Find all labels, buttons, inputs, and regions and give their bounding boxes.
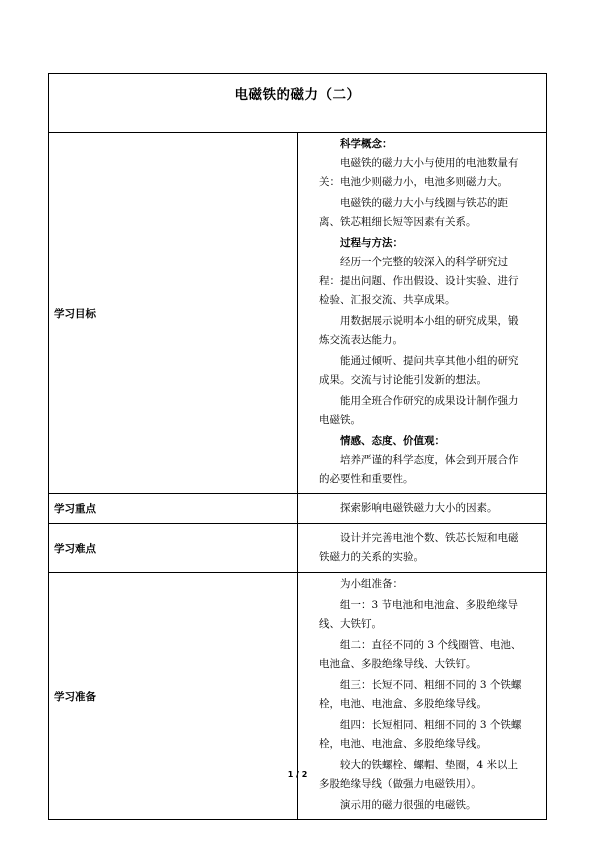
paragraph: 能用全班合作研究的成果设计制作强力电磁铁。 bbox=[319, 395, 519, 426]
preparation-label: 学习准备 bbox=[49, 573, 298, 820]
paragraph: 探索影响电磁铁磁力大小的因素。 bbox=[340, 502, 498, 514]
paragraph: 用数据展示说明本小组的研究成果，锻炼交流表达能力。 bbox=[319, 315, 519, 346]
paragraph: 组四：长短相同、粗细不同的 3 个铁螺栓，电池、电池盒、多股绝缘导线。 bbox=[319, 719, 522, 750]
section-heading-attitude: 情感、态度、价值观： bbox=[340, 435, 445, 447]
page-title: 电磁铁的磁力（二） bbox=[234, 87, 361, 103]
title-cell bbox=[49, 74, 547, 133]
paragraph: 电磁铁的磁力大小与使用的电池数量有关：电池少则磁力小，电池多则磁力大。 bbox=[319, 157, 519, 188]
section-heading-process: 过程与方法： bbox=[340, 237, 403, 249]
section-heading-concepts: 科学概念： bbox=[340, 138, 393, 150]
paragraph: 为小组准备： bbox=[340, 578, 403, 590]
paragraph: 组一：3 节电池和电池盒、多股绝缘导线、大铁钉。 bbox=[319, 599, 519, 630]
paragraph: 能通过倾听、提问共享其他小组的研究成果。交流与讨论能引发新的想法。 bbox=[319, 355, 519, 386]
preparation-row bbox=[49, 573, 547, 820]
difficulties-label: 学习难点 bbox=[49, 524, 298, 573]
objectives-content bbox=[298, 133, 547, 494]
difficulties-row bbox=[49, 524, 547, 573]
page-number: 1 / 2 bbox=[287, 770, 308, 779]
key-points-row bbox=[49, 494, 547, 524]
title-row bbox=[49, 74, 547, 133]
difficulties-content bbox=[298, 524, 547, 573]
key-points-content bbox=[298, 494, 547, 524]
objectives-row bbox=[49, 133, 547, 494]
objectives-label: 学习目标 bbox=[49, 133, 298, 494]
paragraph: 较大的铁螺栓、螺帽、垫圈，4 米以上多股绝缘导线（做强力电磁铁用）。 bbox=[319, 759, 519, 790]
paragraph: 组二：直径不同的 3 个线圈管、电池、电池盒、多股绝缘导线、大铁钉。 bbox=[319, 639, 522, 670]
paragraph: 培养严谨的科学态度，体会到开展合作的必要性和重要性。 bbox=[319, 454, 519, 485]
paragraph: 电磁铁的磁力大小与线圈与铁芯的距离、铁芯粗细长短等因素有关系。 bbox=[319, 197, 508, 228]
paragraph: 设计并完善电池个数、铁芯长短和电磁铁磁力的关系的实验。 bbox=[319, 532, 519, 563]
preparation-content bbox=[298, 573, 547, 820]
lesson-table bbox=[48, 73, 547, 820]
paragraph: 演示用的磁力很强的电磁铁。 bbox=[340, 799, 477, 811]
key-points-label: 学习重点 bbox=[49, 494, 298, 524]
paragraph: 组三：长短不同、粗细不同的 3 个铁螺栓，电池、电池盒、多股绝缘导线。 bbox=[319, 679, 522, 710]
paragraph: 经历一个完整的较深入的科学研究过程：提出问题、作出假设、设计实验、进行检验、汇报交流、共享成果。 bbox=[319, 256, 519, 306]
